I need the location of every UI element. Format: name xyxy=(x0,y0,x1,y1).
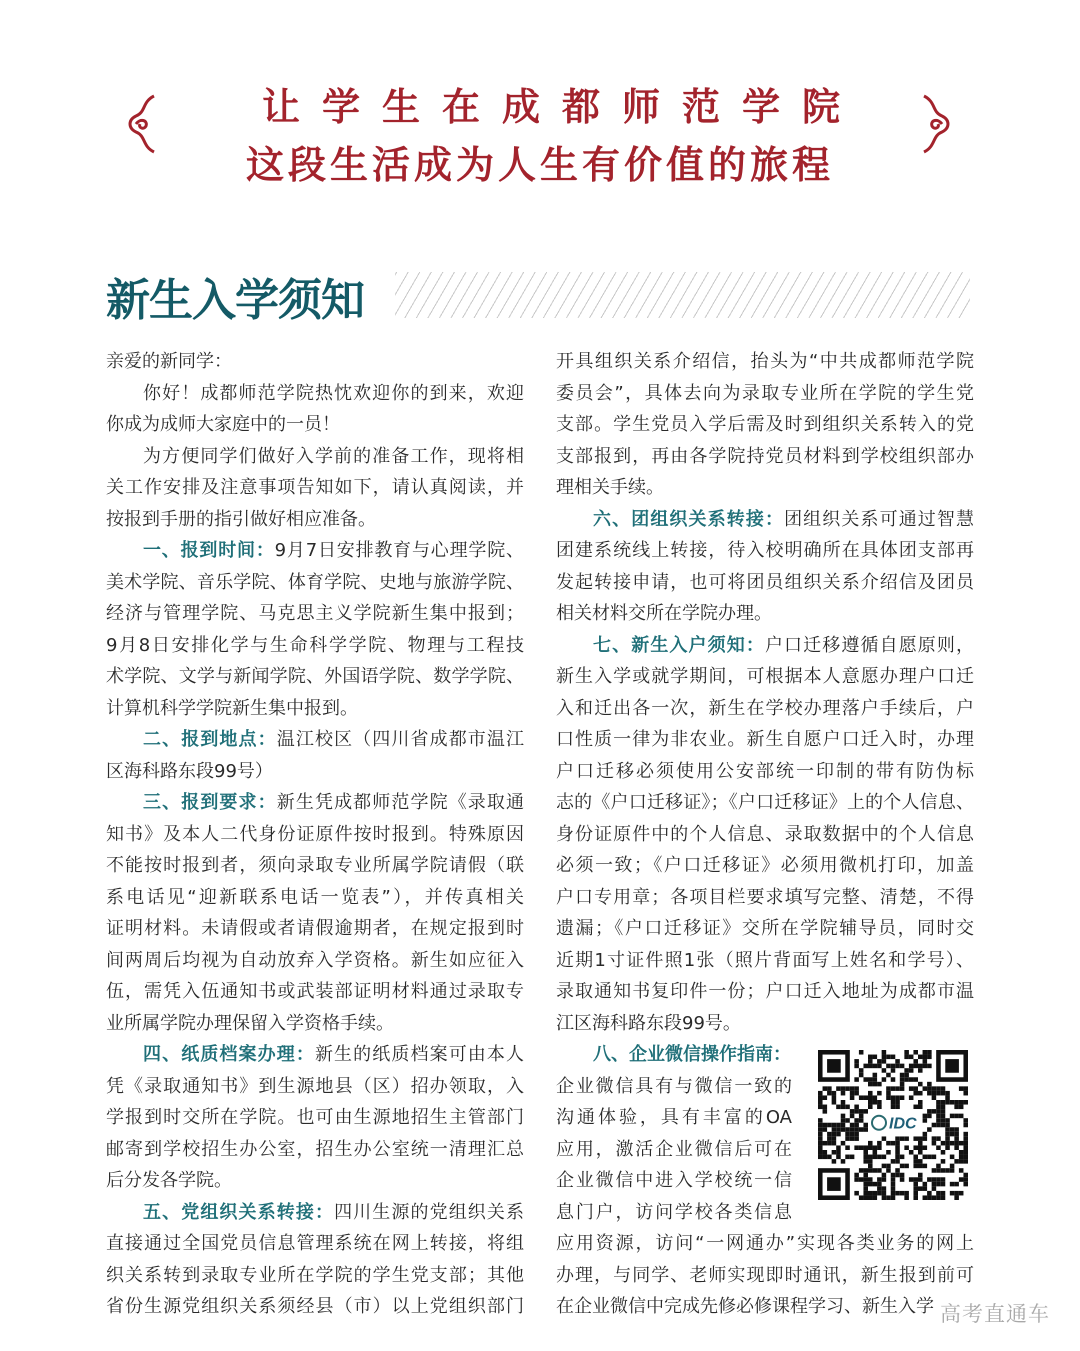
text-line xyxy=(106,1228,524,1260)
section-heading: 四、纸质档案办理： xyxy=(143,1044,315,1065)
text-line xyxy=(556,1071,792,1103)
text-line xyxy=(106,1165,524,1197)
text-line xyxy=(106,378,524,410)
paragraph-text: 新生入学或就学期间，可根据本人意愿办理户口迁 xyxy=(556,666,974,687)
text-line xyxy=(106,1134,524,1166)
qr-finder-pattern xyxy=(827,1059,841,1073)
ornament-left-icon xyxy=(124,92,160,156)
section-heading: 五、党组织关系转接： xyxy=(143,1201,335,1223)
text-line xyxy=(556,945,974,977)
paragraph-text: 证明材料。未请假或者请假逾期者，在规定报到时 xyxy=(106,918,524,939)
section-heading: 一、报到时间： xyxy=(143,540,275,561)
text-line xyxy=(106,976,524,1008)
text-line xyxy=(556,1228,974,1260)
text-line xyxy=(556,913,974,945)
paragraph-text: 理相关手续。 xyxy=(556,477,664,498)
text-line xyxy=(106,1039,524,1071)
text-line xyxy=(556,819,974,851)
paragraph-text: 应用资源，访问“一网通办”实现各类业务的网上 xyxy=(556,1233,974,1254)
paragraph-text: 关工作安排及注意事项告知如下，请认真阅读，并 xyxy=(106,477,524,498)
text-line xyxy=(106,819,524,851)
text-line xyxy=(556,1039,792,1071)
paragraph-text: 入和迁出各一次，新生在学校办理落户手续后，户 xyxy=(556,697,974,719)
paragraph-text: 委员会”，具体去向为录取专业所在学院的学生党 xyxy=(556,382,974,404)
paragraph-text: 团组织关系可通过智慧 xyxy=(784,508,975,530)
paragraph-text: 发起转接申请，也可将团员组织关系介绍信及团员 xyxy=(556,571,974,593)
text-line xyxy=(556,1102,792,1134)
paragraph-text: 9月7日安排教育与心理学院、 xyxy=(274,540,525,561)
paragraph-text: 口性质一律为非农业。新生自愿户口迁入时，办理 xyxy=(556,729,974,750)
qr-logo-text: IDC xyxy=(889,1115,917,1133)
paragraph-text: 后分发各学院。 xyxy=(106,1170,232,1191)
paragraph-text: 在企业微信中完成先修必修课程学习、新生入学 xyxy=(556,1296,934,1317)
text-line xyxy=(106,598,524,630)
text-line xyxy=(556,504,974,536)
text-line xyxy=(106,787,524,819)
paragraph-text: 凭《录取通知书》到生源地县（区）招办领取，入 xyxy=(106,1075,524,1097)
text-line xyxy=(106,346,524,378)
paragraph-text: 应用，激活企业微信后可在 xyxy=(556,1138,792,1160)
banner-line-1: 让学生在成都师范学院 xyxy=(261,84,862,129)
section-heading: 八、企业微信操作指南： xyxy=(593,1044,791,1065)
text-line xyxy=(556,1291,974,1323)
section-heading: 二、报到地点： xyxy=(143,729,277,750)
paragraph-text: 经济与管理学院、马克思主义学院新生集中报到； xyxy=(106,603,524,624)
banner-line-2: 这段生活成为人生有价值的旅程 xyxy=(245,142,834,187)
text-line xyxy=(106,693,524,725)
text-line xyxy=(106,1197,524,1229)
paragraph-text: 织关系转到录取专业所在学院的学生党支部；其他 xyxy=(106,1264,524,1286)
text-line xyxy=(556,661,974,693)
text-line xyxy=(556,409,974,441)
paragraph-text: 系电话见“迎新联系电话一览表”），并传真相关 xyxy=(106,886,524,908)
paragraph-text: 遗漏；《户口迁移证》交所在学院辅导员，同时交 xyxy=(556,918,974,939)
ornament-right-icon xyxy=(918,92,954,156)
paragraph-text: 支部。学生党员入学后需及时到组织关系转入的党 xyxy=(556,414,974,435)
paragraph-text: 邮寄到学校招生办公室，招生办公室统一清理汇总 xyxy=(106,1138,524,1160)
paragraph-text: 户口迁移遵循自愿原则， xyxy=(764,634,975,656)
paragraph-text: 身份证原件中的个人信息、录取数据中的个人信息 xyxy=(556,823,974,845)
text-line xyxy=(106,661,524,693)
paragraph-text: 志的《户口迁移证》；《户口迁移证》上的个人信息、 xyxy=(556,792,974,813)
paragraph-text: 美术学院、音乐学院、体育学院、史地与旅游学院、 xyxy=(106,571,524,593)
paragraph-text: 为方便同学们做好入学前的准备工作，现将相 xyxy=(143,445,524,467)
paragraph-text: 9月8日安排化学与生命科学学院、物理与工程技 xyxy=(106,634,524,656)
paragraph-text: 新生凭成都师范学院《录取通 xyxy=(276,792,525,813)
text-line xyxy=(106,567,524,599)
text-line xyxy=(106,1071,524,1103)
text-line xyxy=(106,882,524,914)
left-column xyxy=(106,346,524,1323)
paragraph-text: 学报到时交所在学院。也可由生源地招生主管部门 xyxy=(106,1107,524,1128)
paragraph-text: 企业微信中进入学校统一信 xyxy=(556,1170,792,1191)
paragraph-text: 新生的纸质档案可由本人 xyxy=(314,1044,525,1065)
qr-code-icon xyxy=(818,1050,968,1200)
paragraph-text: 你好！成都师范学院热忱欢迎你的到来，欢迎 xyxy=(143,382,524,404)
qr-finder-pattern xyxy=(945,1059,959,1073)
text-line xyxy=(106,1102,524,1134)
section-title: 新生入学须知 xyxy=(106,275,364,326)
paragraph-text: 按报到手册的指引做好相应准备。 xyxy=(106,508,376,530)
text-line xyxy=(556,346,974,378)
paragraph-text: 江区海科路东段99号。 xyxy=(556,1012,741,1034)
paragraph-text: 开具组织关系介绍信，抬头为“中共成都师范学院 xyxy=(556,351,974,372)
text-line xyxy=(556,598,974,630)
paragraph-text: 近期1寸证件照1张（照片背面写上姓名和学号）、 xyxy=(556,949,974,971)
paragraph-text: 计算机科学学院新生集中报到。 xyxy=(106,697,358,719)
paragraph-text: 业所属学院办理保留入学资格手续。 xyxy=(106,1012,394,1034)
section-heading: 七、新生入户须知： xyxy=(593,634,765,656)
text-line xyxy=(556,1260,974,1292)
paragraph-text: 企业微信具有与微信一致的 xyxy=(556,1075,792,1097)
text-line xyxy=(106,535,524,567)
paragraph-text: 息门户，访问学校各类信息 xyxy=(556,1201,792,1223)
text-line xyxy=(556,378,974,410)
text-line xyxy=(556,535,974,567)
text-line xyxy=(106,1291,524,1323)
text-line xyxy=(106,504,524,536)
text-line xyxy=(556,882,974,914)
text-line xyxy=(106,409,524,441)
text-line xyxy=(556,1165,792,1197)
paragraph-text: 伍，需凭入伍通知书或武装部证明材料通过录取专 xyxy=(106,981,524,1002)
text-line xyxy=(556,1134,792,1166)
paragraph-text: 省份生源党组织关系须经县（市）以上党组织部门 xyxy=(106,1296,524,1317)
paragraph-text: 知书》及本人二代身份证原件按时报到。特殊原因 xyxy=(106,823,524,845)
paragraph-text: 区海科路东段99号） xyxy=(106,760,273,782)
paragraph-text: 办理，与同学、老师实现即时通讯，新生报到前可 xyxy=(556,1264,974,1286)
section-heading: 三、报到要求： xyxy=(143,792,277,813)
text-line xyxy=(556,1197,792,1229)
paragraph-text: 不能按时报到者，须向录取专业所属学院请假（联 xyxy=(106,855,524,876)
paragraph-text: 温江校区（四川省成都市温江 xyxy=(276,729,525,750)
paragraph-text: 亲爱的新同学： xyxy=(106,351,232,372)
paragraph-text: 户口迁移必须使用公安部统一印制的带有防伪标 xyxy=(556,760,974,782)
text-line xyxy=(106,913,524,945)
text-line xyxy=(556,567,974,599)
qr-finder-pattern xyxy=(827,1177,841,1191)
section-heading: 六、团组织关系转接： xyxy=(593,508,785,530)
paragraph-text: 相关材料交所在学院办理。 xyxy=(556,603,772,624)
paragraph-text: 四川生源的党组织关系 xyxy=(334,1201,525,1223)
text-line xyxy=(556,724,974,756)
paragraph-text: 录取通知书复印件一份；户口迁入地址为成都市温 xyxy=(556,981,974,1002)
text-line xyxy=(106,630,524,662)
text-line xyxy=(556,630,974,662)
text-line xyxy=(556,850,974,882)
paragraph-text: 你成为成师大家庭中的一员！ xyxy=(106,414,340,435)
text-line xyxy=(106,850,524,882)
text-line xyxy=(106,945,524,977)
text-line xyxy=(556,693,974,725)
text-line xyxy=(556,756,974,788)
paragraph-text: 户口专用章；各项目栏要求填写完整、清楚，不得 xyxy=(556,886,974,908)
text-line xyxy=(556,976,974,1008)
paragraph-text: 团建系统线上转接，待入校明确所在具体团支部再 xyxy=(556,540,974,561)
text-line xyxy=(556,787,974,819)
text-line xyxy=(556,472,974,504)
text-line xyxy=(106,756,524,788)
text-line xyxy=(106,441,524,473)
paragraph-text: 支部报到，再由各学院持党员材料到学校组织部办 xyxy=(556,445,974,467)
paragraph-text: 沟通体验，具有丰富的OA xyxy=(556,1107,792,1128)
text-line xyxy=(556,1008,974,1040)
text-line xyxy=(106,472,524,504)
decorative-stripes xyxy=(395,272,970,318)
paragraph-text: 必须一致；《户口迁移证》必须用微机打印，加盖 xyxy=(556,855,974,876)
text-line xyxy=(556,441,974,473)
paragraph-text: 间两周后均视为自动放弃入学资格。新生如应征入 xyxy=(106,949,524,971)
text-line xyxy=(106,1008,524,1040)
text-line xyxy=(106,1260,524,1292)
text-line xyxy=(106,724,524,756)
paragraph-text: 直接通过全国党员信息管理系统在网上转接，将组 xyxy=(106,1233,524,1254)
paragraph-text: 术学院、文学与新闻学院、外国语学院、数学学院、 xyxy=(106,666,524,687)
watermark: 高考直通车 xyxy=(940,1302,1050,1326)
